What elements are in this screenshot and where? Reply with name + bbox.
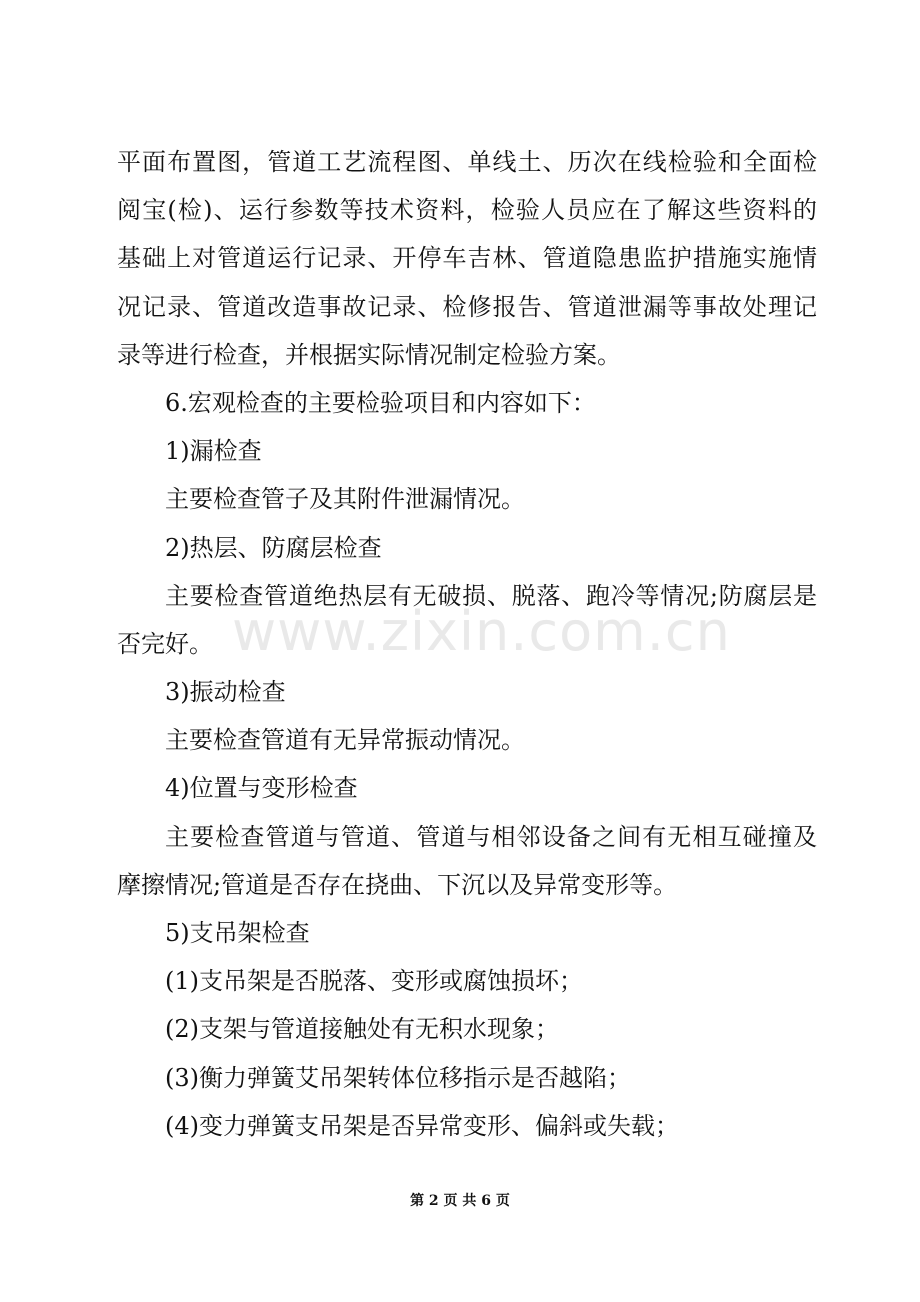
paragraph-line: 平面布置图，管道工艺流程图、单线土、历次在线检验和全面检 [117,148,817,176]
subsection-heading: 5)支吊架检查 [165,919,310,947]
paragraph-line: 基础上对管道运行记录、开停车吉林、管道隐患监护措施实施情 [117,244,817,273]
subsection-heading: 1)漏检查 [165,437,262,466]
list-item: (1)支吊架是否脱落、变形或腐蚀损坏； [165,967,583,996]
page-number-footer: 第 2 页 共 6 页 [410,1193,510,1209]
list-item: (2)支架与管道接触处有无积水现象； [165,1015,559,1044]
list-item: (4)变力弹簧支吊架是否异常变形、偏斜或失载； [165,1111,679,1140]
section-heading: 6.宏观检查的主要检验项目和内容如下： [165,388,596,417]
paragraph-line: 录等进行检查，并根据实际情况制定检验方案。 [117,340,621,369]
paragraph-line: 摩擦情况;管道是否存在挠曲、下沉以及异常变形等。 [117,870,678,899]
paragraph-line: 阅宝(检)、运行参数等技术资料，检验人员应在了解这些资料的 [117,196,817,225]
paragraph-line: 况记录、管道改造事故记录、检修报告、管道泄漏等事故处理记 [117,292,817,321]
watermark-text: www.zixin.com.cn [232,600,731,663]
list-item: (3)衡力弹簧艾吊架转体位移指示是否越陷； [165,1063,631,1092]
paragraph-line: 主要检查管道与管道、管道与相邻设备之间有无相互碰撞及 [165,822,817,851]
subsection-heading: 2)热层、防腐层检查 [165,533,382,562]
subsection-heading: 3)振动检查 [165,678,286,707]
subsection-heading: 4)位置与变形检查 [165,774,358,803]
paragraph-line: 主要检查管道绝热层有无破损、脱落、跑冷等情况;防腐层是 [165,581,817,610]
document-body [117,138,817,1150]
paragraph-line: 主要检查管道有无异常振动情况。 [165,726,525,755]
paragraph-line: 否完好。 [117,629,213,658]
paragraph-line: 主要检查管子及其附件泄漏情况。 [165,485,525,514]
